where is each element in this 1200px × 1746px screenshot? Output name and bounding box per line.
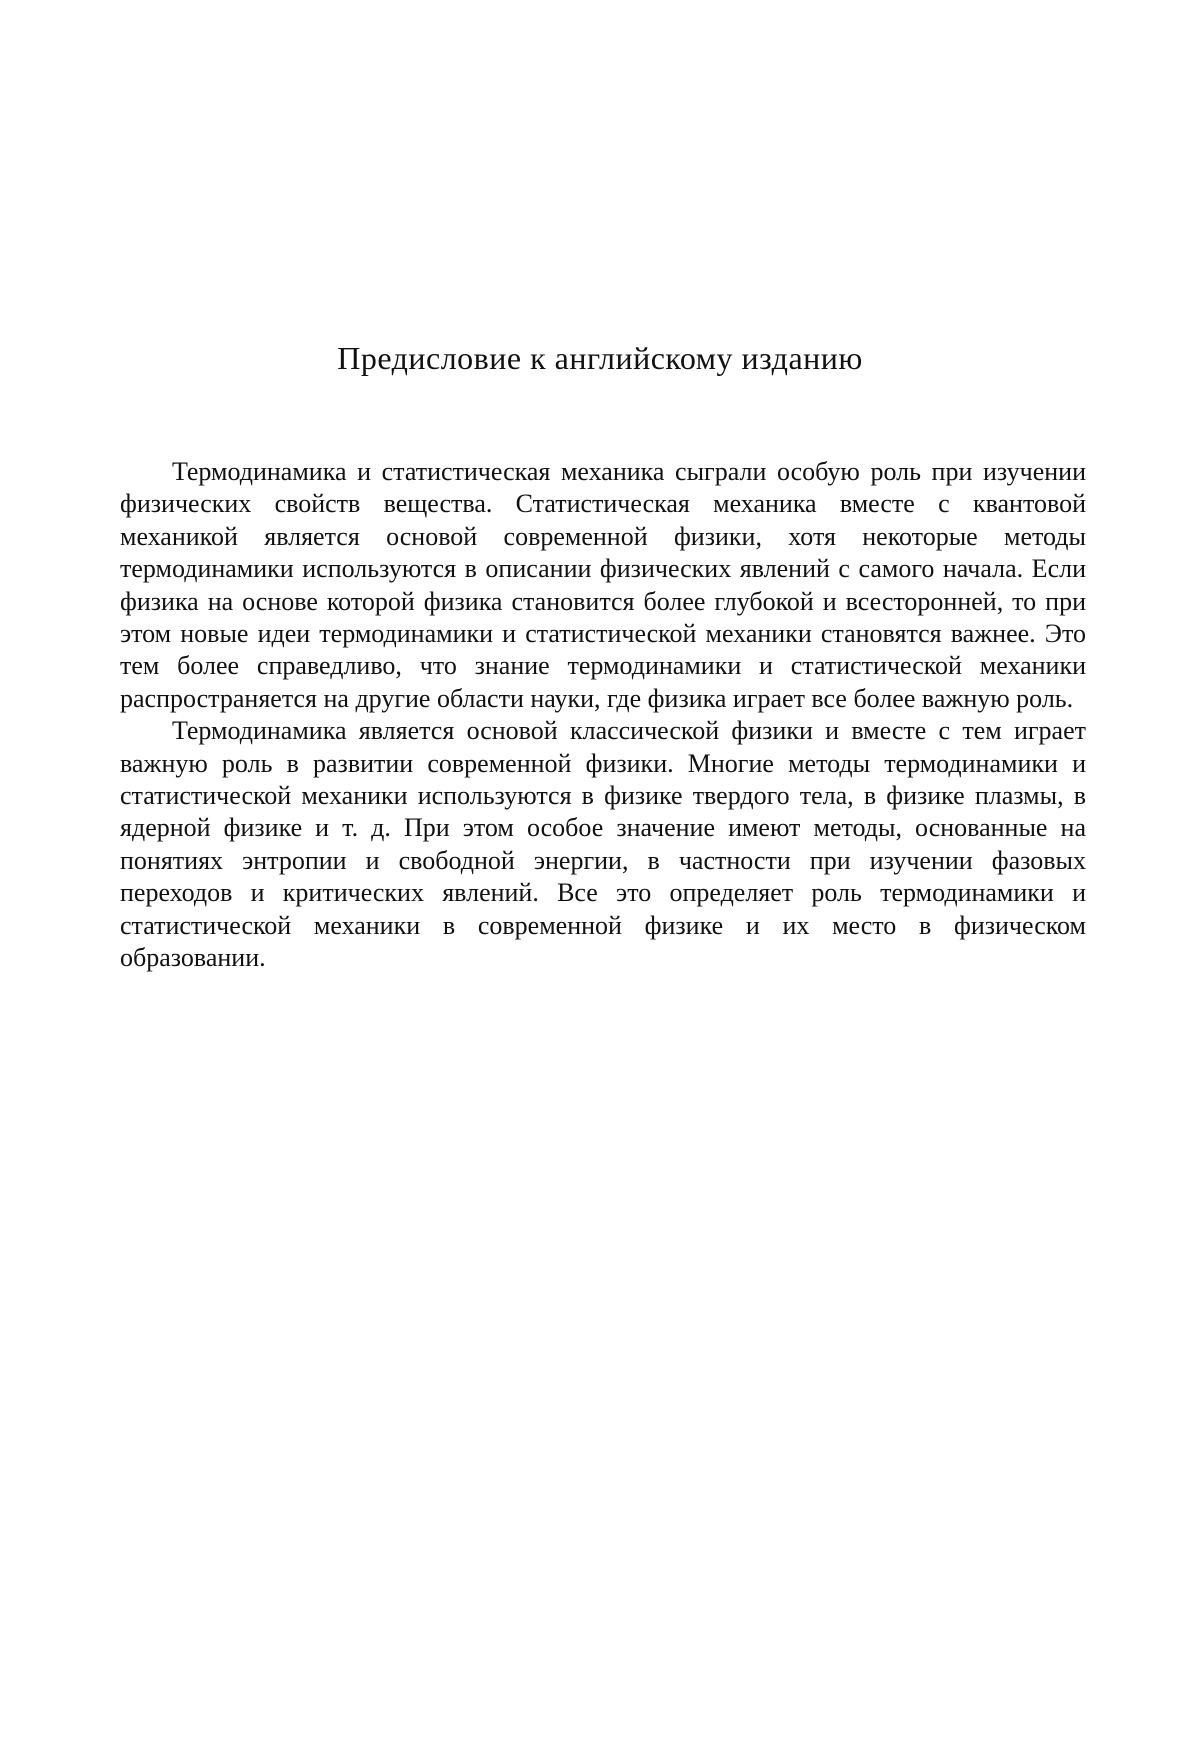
body-text [120, 456, 1086, 975]
paragraph-2: Термодинамика является основой классической физики и вместе с тем играет важную роль в развитии современной физики. Многие методы термодинамики и статистической механики используются в физике твердого тела, в физике плазмы, в ядерной физике и т. д. При этом особое значение имеют методы, основанные на понятиях энтропии и свободной энергии, в частности при изучении фазовых переходов и критических явлений. Все это определяет роль термодинамики и статистической механики в современной физике и их место в физическом образовании. [120, 716, 1086, 973]
page-title: Предисловие к английскому изданию [337, 340, 863, 376]
paragraph-1: Термодинамика и статистическая механика сыграли особую роль при изучении физических свойств вещества. Статистическая механика вместе с квантовой механикой является основой современной физики, хотя некоторые методы термодинамики используются в описании физических явлений с самого начала. Если физика на основе которой физика становится более глубокой и всесторонней, то при этом новые идеи термодинамики и статистической механики становятся важнее. Это тем более справедливо, что знание термодинамики и статистической механики распространяется на другие области науки, где физика играет все более важную роль. [120, 457, 1086, 713]
